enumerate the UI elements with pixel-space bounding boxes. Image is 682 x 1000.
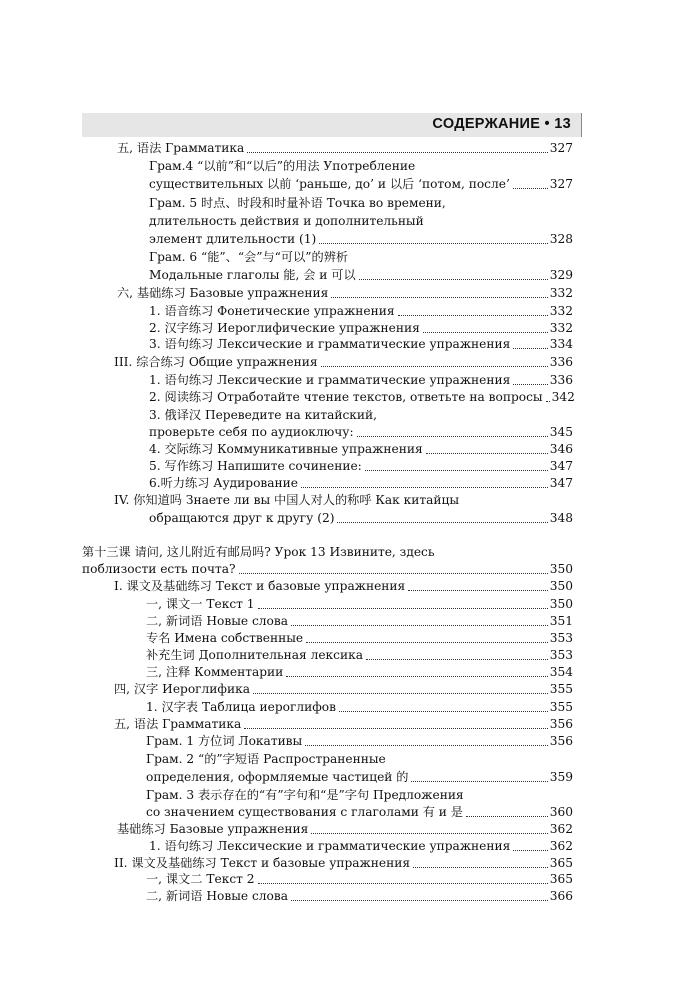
toc-page-number: 365: [549, 872, 573, 886]
toc-entry-text: 五, 语法 Грамматика: [117, 141, 245, 155]
toc-page-number: 356: [549, 734, 573, 748]
toc-entry-text: Грам. 6 “能”、“会”与“可以”的辨析: [149, 250, 349, 264]
toc-entry-text: Грам.4 “以前”和“以后”的用法 Употребление: [149, 159, 416, 173]
toc-entry-text: 3. 语句练习 Лексические и грамматические упражнения: [149, 337, 511, 351]
dot-leader: [286, 676, 547, 677]
dot-leader: [321, 366, 548, 367]
toc-page-number: 356: [549, 717, 573, 731]
toc-entry[interactable]: [149, 174, 573, 192]
toc-entry[interactable]: [146, 869, 573, 887]
toc-page-number: 346: [549, 442, 573, 456]
dot-leader: [366, 659, 548, 660]
toc-entry[interactable]: [149, 439, 573, 457]
dot-leader: [319, 243, 548, 244]
toc-entry[interactable]: [146, 662, 573, 680]
toc-entry[interactable]: [146, 802, 573, 820]
dot-leader: [331, 297, 547, 298]
toc-entry[interactable]: [149, 473, 573, 491]
toc-entry-text: со значением существования с глаголами 有 и 是: [146, 805, 463, 819]
toc-page-number: 347: [549, 459, 573, 473]
toc-entry[interactable]: [149, 301, 573, 319]
toc-page-number: 336: [549, 373, 573, 387]
toc-entry-text: 六, 基础练习 Базовые упражнения: [117, 286, 329, 300]
toc-entry[interactable]: [149, 405, 573, 423]
toc-page-number: 336: [549, 355, 573, 369]
dot-leader: [546, 401, 550, 402]
toc-entry-text: 基础练习 Базовые упражнения: [117, 822, 309, 836]
toc-entry-text: 二, 新词语 Новые слова: [146, 614, 289, 628]
toc-entry-text: Грам. 5 时点、时段和时量补语 Точка во времени,: [149, 196, 446, 210]
toc-page-number: 365: [549, 856, 573, 870]
toc-entry-text: 6.听力练习 Аудирование: [149, 476, 299, 490]
toc-entry-text: IV. 你知道吗 Знаете ли вы 中国人对人的称呼 Как китайцы: [114, 493, 460, 507]
toc-entry[interactable]: [117, 138, 573, 156]
toc-page-number: 350: [549, 597, 573, 611]
toc-page-number: 347: [549, 476, 573, 490]
toc-entry-text: 一, 课文二 Текст 2: [146, 872, 255, 886]
dot-leader: [305, 745, 547, 746]
dot-leader: [513, 348, 547, 349]
dot-leader: [337, 522, 547, 523]
dot-leader: [365, 470, 548, 471]
toc-page-number: 359: [549, 770, 573, 784]
toc-page-number: 327: [549, 141, 573, 155]
toc-page-number: 329: [549, 268, 573, 282]
dot-leader: [411, 781, 547, 782]
toc-entry-text: 4. 交际练习 Коммуникативные упражнения: [149, 442, 423, 456]
toc-entry-text: 2. 阅读练习 Отработайте чтение текстов, ответьте на вопросы: [149, 390, 543, 404]
toc-entry[interactable]: [114, 714, 573, 732]
toc-entry-text: Грам. 1 方位词 Локативы: [146, 734, 303, 748]
toc-page-number: 345: [549, 425, 573, 439]
toc-entry[interactable]: [149, 247, 573, 265]
toc-entry-text: 3. 俄译汉 Переведите на китайский,: [149, 408, 378, 422]
toc-entry-text: 1. 语音练习 Фонетические упражнения: [149, 304, 395, 318]
toc-entry-text: длительность действия и дополнительный: [149, 214, 424, 228]
toc-entry-text: 1. 语句练习 Лексические и грамматические упражнения: [149, 839, 511, 853]
dot-leader: [253, 693, 548, 694]
toc-entry[interactable]: [146, 886, 573, 904]
dot-leader: [423, 332, 548, 333]
toc-entry[interactable]: [149, 265, 573, 283]
toc-page-number: 332: [549, 304, 573, 318]
toc-entry[interactable]: [146, 697, 573, 715]
toc-entry-text: определения, оформляемые частицей 的: [146, 770, 409, 784]
toc-page-number: 366: [549, 889, 573, 903]
toc-page-number: 348: [549, 511, 573, 525]
toc-entry-text: Модальные глаголы 能, 会 и 可以: [149, 268, 356, 282]
dot-leader: [466, 816, 548, 817]
toc-entry-text: 2. 汉字练习 Иероглифические упражнения: [149, 321, 420, 335]
toc-entry-text: существительных 以前 ‘раньше, до’ и 以后 ‘потом, после’: [149, 177, 510, 191]
dot-leader: [513, 850, 547, 851]
header-title: СОДЕРЖАНИЕ • 13: [432, 116, 571, 132]
toc-entry-text: обращаются друг к другу (2): [149, 511, 335, 525]
dot-leader: [244, 728, 547, 729]
toc-entry[interactable]: [149, 193, 573, 211]
toc-page-number: 351: [549, 614, 573, 628]
toc-entry-text: 专名 Имена собственные: [146, 631, 304, 645]
dot-leader: [291, 625, 548, 626]
toc-page-number: 350: [549, 579, 573, 593]
toc-entry[interactable]: [149, 211, 573, 229]
toc-entry[interactable]: [146, 749, 573, 767]
dot-leader: [291, 900, 548, 901]
toc-entry[interactable]: [149, 836, 573, 854]
toc-entry-text: проверьте себя по аудиоключу:: [149, 425, 354, 439]
toc-entry-text: 四, 汉字 Иероглифика: [114, 682, 250, 696]
toc-entry[interactable]: [114, 576, 573, 594]
toc-entry-text: I. 课文及基础练习 Текст и базовые упражнения: [114, 579, 406, 593]
toc-page-number: 355: [549, 682, 573, 696]
toc-entry[interactable]: [114, 352, 573, 370]
toc-entry[interactable]: [117, 283, 573, 301]
toc-entry[interactable]: [149, 508, 573, 526]
toc-entry[interactable]: [146, 767, 573, 785]
dot-leader: [339, 711, 548, 712]
toc-page-number: 328: [549, 232, 573, 246]
toc-entry-text: 1. 汉字表 Таблица иероглифов: [146, 700, 336, 714]
dot-leader: [398, 315, 548, 316]
toc-entry[interactable]: [117, 819, 573, 837]
toc-page-number: 362: [549, 839, 573, 853]
toc-page-number: 350: [549, 562, 573, 576]
toc-entry[interactable]: [149, 334, 573, 352]
toc-entry-text: 五, 语法 Грамматика: [114, 717, 242, 731]
toc-page-number: 332: [549, 321, 573, 335]
dot-leader: [306, 642, 548, 643]
toc-entry[interactable]: [114, 679, 573, 697]
toc-entry[interactable]: [149, 229, 573, 247]
toc-entry-text: 第十三课 请问, 这儿附近有邮局吗? Урок 13 Извините, здесь: [82, 545, 435, 559]
toc-entry-text: Грам. 2 “的”字短语 Распространенные: [146, 752, 386, 766]
dot-leader: [311, 833, 547, 834]
toc-page-number: 327: [549, 177, 573, 191]
dot-leader: [239, 573, 548, 574]
toc-page-number: 353: [549, 648, 573, 662]
dot-leader: [258, 883, 548, 884]
dot-leader: [426, 453, 548, 454]
toc-page-number: 342: [551, 390, 575, 404]
toc-entry-text: Грам. 3 表示存在的“有”字句和“是”字句 Предложения: [146, 788, 464, 802]
dot-leader: [513, 384, 547, 385]
toc-entry[interactable]: [146, 594, 573, 612]
toc-entry[interactable]: [149, 156, 573, 174]
toc-entry-text: 补充生词 Дополнительная лексика: [146, 648, 364, 662]
toc-entry[interactable]: [149, 456, 573, 474]
toc-entry[interactable]: [114, 490, 573, 508]
toc-entry[interactable]: [146, 731, 573, 749]
dot-leader: [301, 487, 548, 488]
dot-leader: [513, 188, 548, 189]
toc-entry[interactable]: [82, 542, 573, 560]
toc-entry-text: элемент длительности (1): [149, 232, 317, 246]
toc-page-number: 334: [549, 337, 573, 351]
dot-leader: [408, 590, 548, 591]
toc-entry-text: поблизости есть почта?: [82, 562, 236, 576]
toc-entry-text: 一, 课文一 Текст 1: [146, 597, 255, 611]
toc-page-number: 353: [549, 631, 573, 645]
toc-entry[interactable]: [146, 785, 573, 803]
dot-leader: [413, 867, 548, 868]
toc-entry[interactable]: [149, 387, 573, 405]
toc-entry-text: 二, 新词语 Новые слова: [146, 889, 289, 903]
toc-entry-text: II. 课文及基础练习 Текст и базовые упражнения: [114, 856, 411, 870]
toc-entry-text: III. 综合练习 Общие упражнения: [114, 355, 318, 369]
toc-page-number: 355: [549, 700, 573, 714]
toc-entry[interactable]: [149, 422, 573, 440]
toc-entry-text: 1. 语句练习 Лексические и грамматические упражнения: [149, 373, 511, 387]
toc-entry[interactable]: [82, 559, 573, 577]
dot-leader: [359, 279, 548, 280]
toc-entry-text: 5. 写作练习 Напишите сочинение:: [149, 459, 362, 473]
dot-leader: [357, 436, 548, 437]
toc-entry[interactable]: [146, 611, 573, 629]
toc-entry-text: 三, 注释 Комментарии: [146, 665, 284, 679]
toc-entry[interactable]: [146, 628, 573, 646]
dot-leader: [247, 152, 547, 153]
toc-page-number: 362: [549, 822, 573, 836]
toc-entry[interactable]: [149, 370, 573, 388]
toc-page-number: 332: [549, 286, 573, 300]
toc-entry[interactable]: [146, 645, 573, 663]
toc-page-number: 360: [549, 805, 573, 819]
dot-leader: [258, 608, 548, 609]
toc-page-number: 354: [549, 665, 573, 679]
